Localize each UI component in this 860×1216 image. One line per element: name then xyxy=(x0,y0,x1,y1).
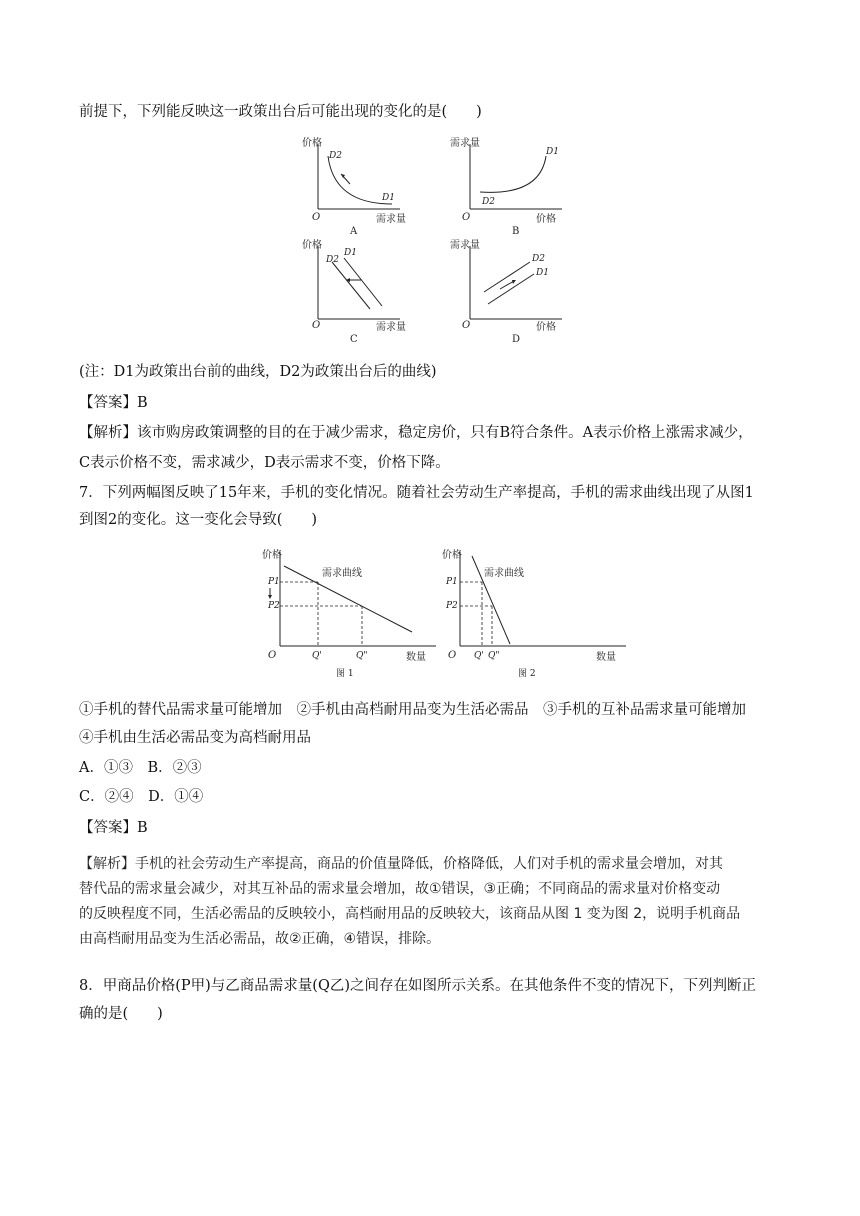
q7-axis-qty-1: 数量 xyxy=(406,652,426,663)
axis-label-price-a: 价格 xyxy=(302,138,322,149)
q7-q2-2: Q" xyxy=(488,651,500,661)
q7-stem-line1: 7．下列两幅图反映了15年来，手机的变化情况。随着社会劳动生产率提高，手机的需求曲线出现了从图1 xyxy=(79,485,754,501)
origin-c: O xyxy=(312,320,321,331)
label-d1-b: D1 xyxy=(546,147,559,157)
q7-q2-1: Q" xyxy=(356,651,368,661)
label-d2-b: D2 xyxy=(482,197,495,207)
label-d1-d: D1 xyxy=(536,268,549,278)
axis-label-price-d: 价格 xyxy=(536,322,556,333)
axis-label-price-c: 价格 xyxy=(302,240,322,251)
label-d2-c: D2 xyxy=(326,255,339,265)
origin-a: O xyxy=(312,212,321,223)
q7-axis-price-2: 价格 xyxy=(442,550,462,561)
q6-stem-end: 前提下，下列能反映这一政策出台后可能出现的变化的是( ) xyxy=(79,104,482,120)
label-d1-a: D1 xyxy=(382,193,395,203)
q7-analysis-line: 【解析】手机的社会劳动生产率提高，商品的价值量降低，价格降低，人们对手机的需求量会增加，对其 xyxy=(79,856,723,872)
q6-answer: 【答案】B xyxy=(79,395,148,411)
label-d2-a: D2 xyxy=(329,151,342,161)
q7-stem-line2: 到图2的变化。这一变化会导致( ) xyxy=(79,512,318,528)
q7-analysis-block xyxy=(79,852,785,952)
q7-p2-2: P2 xyxy=(446,601,458,611)
panel-label-b: B xyxy=(512,226,520,237)
origin-b: O xyxy=(462,212,471,223)
q7-curve-label-2: 需求曲线 xyxy=(484,568,524,579)
q7-p1-1: P1 xyxy=(268,577,280,587)
q7-answer: 【答案】B xyxy=(79,820,148,836)
axis-label-qty-c: 需求量 xyxy=(376,322,406,333)
axis-label-qty-a: 需求量 xyxy=(376,214,406,225)
label-d1-c: D1 xyxy=(344,248,357,258)
q8-stem-line1: 8．甲商品价格(P甲)与乙商品需求量(Q乙)之间存在如图所示关系。在其他条件不变的情况下，下列判断正 xyxy=(79,978,756,994)
axis-label-price-b: 价格 xyxy=(536,214,556,225)
panel-a xyxy=(302,136,406,237)
q7-analysis-line: 由高档耐用品变为生活必需品，故②正确，④错误，排除。 xyxy=(79,931,441,947)
q6-analysis-line1: 【解析】该市购房政策调整的目的在于减少需求，稳定房价，只有B符合条件。A表示价格上涨需求减少， xyxy=(79,425,753,441)
q7-p1-2: P1 xyxy=(446,577,458,587)
q6-analysis-line2: C表示价格不变，需求减少，D表示需求不变，价格下降。 xyxy=(79,455,450,471)
q7-q1-1: Q' xyxy=(312,651,322,661)
q6-figure xyxy=(300,134,580,346)
q6-note: (注：D1为政策出台前的曲线，D2为政策出台后的曲线) xyxy=(79,364,437,380)
q7-figure xyxy=(256,544,636,684)
axis-label-qty-b: 需求量 xyxy=(450,138,480,149)
q7-analysis-line: 替代品的需求量会减少，对其互补品的需求量会增加，故①错误，③正确；不同商品的需求量对价格变动 xyxy=(79,881,721,897)
q7-fig1 xyxy=(262,548,436,679)
panel-c xyxy=(302,238,406,345)
q7-choices-line1: A．①③ B．②③ xyxy=(79,760,202,776)
q7-options-line1: ①手机的替代品需求量可能增加 ②手机由高档耐用品变为生活必需品 ③手机的互补品需求量可能增加 xyxy=(79,702,746,718)
q7-q1-2: Q' xyxy=(474,651,484,661)
q7-fig2 xyxy=(442,548,626,679)
q7-origin-1: O xyxy=(268,650,277,661)
q8-stem-line2: 确的是( ) xyxy=(79,1006,163,1022)
q7-options-line2: ④手机由生活必需品变为高档耐用品 xyxy=(79,730,311,746)
q7-choices-line2: C．②④ D．①④ xyxy=(79,789,204,805)
panel-b xyxy=(450,136,562,237)
label-d2-d: D2 xyxy=(532,254,545,264)
q7-fig1-caption: 图 1 xyxy=(336,669,354,679)
panel-label-c: C xyxy=(350,334,358,345)
panel-label-d: D xyxy=(512,334,521,345)
panel-d xyxy=(450,238,562,345)
q7-curve-label-1: 需求曲线 xyxy=(322,568,362,579)
q7-fig2-caption: 图 2 xyxy=(518,669,536,679)
q7-axis-qty-2: 数量 xyxy=(596,652,616,663)
q7-axis-price-1: 价格 xyxy=(262,550,282,561)
panel-label-a: A xyxy=(350,226,358,237)
origin-d: O xyxy=(462,320,471,331)
q7-origin-2: O xyxy=(448,650,457,661)
q7-analysis-line: 的反映程度不同，生活必需品的反映较小，高档耐用品的反映较大，该商品从图 1 变为图 2，说明手机商品 xyxy=(79,906,741,922)
axis-label-qty-d: 需求量 xyxy=(450,240,480,251)
q7-p2-1: P2 xyxy=(268,601,280,611)
